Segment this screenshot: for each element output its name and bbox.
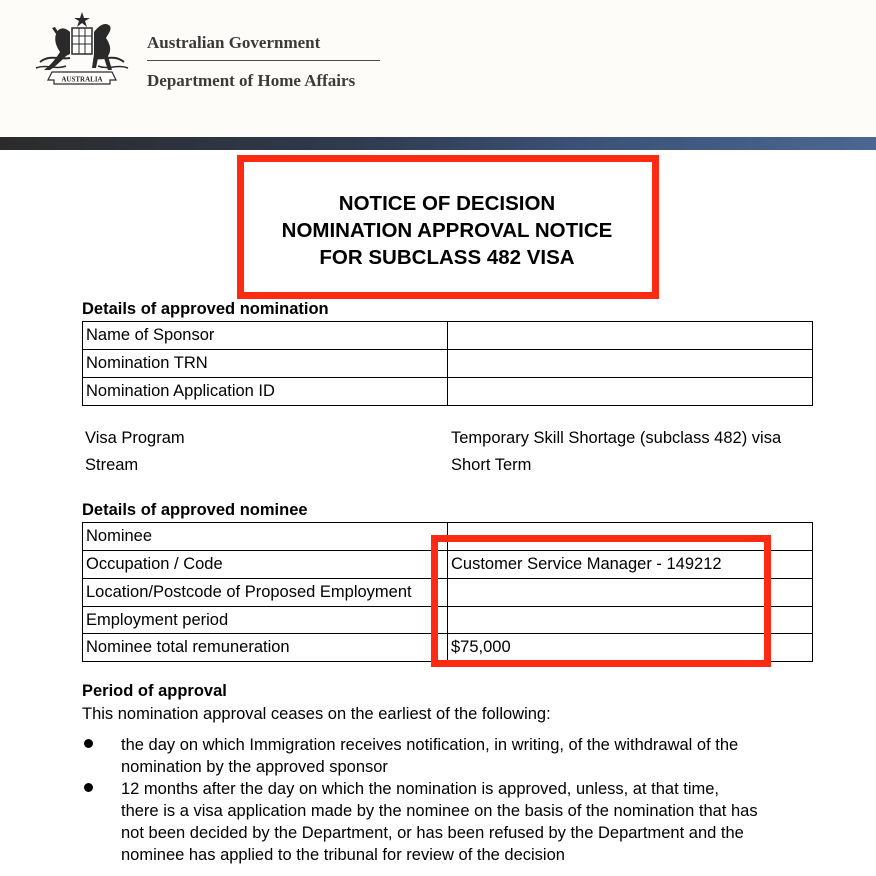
- nomination-heading: Details of approved nomination: [82, 300, 329, 318]
- condition-2-line-4: nominee has applied to the tribunal for review of the decision: [121, 846, 565, 864]
- table-row: [83, 579, 813, 607]
- condition-2-line-2: there is a visa application made by the nominee on the basis of the nomination that has: [121, 802, 758, 820]
- department-name: Department of Home Affairs: [147, 71, 356, 90]
- application-id-label: Nomination Application ID: [83, 378, 448, 406]
- remuneration-label: Nominee total remuneration: [83, 634, 448, 662]
- table-row: [83, 523, 813, 551]
- nominee-value: [448, 523, 813, 551]
- table-row: [83, 551, 813, 579]
- employment-location-value: [448, 579, 813, 607]
- condition-1-line-2: nomination by the approved sponsor: [121, 758, 388, 776]
- nominee-details-table: [82, 522, 813, 662]
- table-row: [83, 607, 813, 634]
- visa-program-label: Visa Program: [85, 429, 185, 447]
- nominee-heading: Details of approved nominee: [82, 501, 308, 519]
- condition-2-line-3: not been decided by the Department, or has been refused by the Department and the: [121, 824, 744, 842]
- title-line-3: FOR SUBCLASS 482 VISA: [319, 246, 575, 269]
- nomination-trn-value: [448, 350, 813, 378]
- condition-1-line-1: the day on which Immigration receives notification, in writing, of the withdrawal of the: [121, 736, 739, 754]
- condition-2-line-1: 12 months after the day on which the nomination is approved, unless, at that time,: [121, 780, 720, 798]
- approval-condition-1: [121, 734, 821, 778]
- visa-program-value: Temporary Skill Shortage (subclass 482) visa: [451, 429, 782, 447]
- sponsor-name-label: Name of Sponsor: [83, 322, 448, 350]
- document-title: [249, 168, 645, 286]
- approval-period-heading: Period of approval: [82, 682, 227, 700]
- coat-of-arms-logo: [26, 10, 138, 92]
- nomination-trn-label: Nomination TRN: [83, 350, 448, 378]
- nominee-label: Nominee: [83, 523, 448, 551]
- title-line-1: NOTICE OF DECISION: [338, 192, 556, 215]
- table-row: [83, 634, 813, 662]
- nomination-details-table: [82, 321, 813, 406]
- header-divider: [147, 60, 380, 61]
- table-row: [83, 322, 813, 350]
- occupation-code-label: Occupation / Code: [83, 551, 448, 579]
- crest-banner-text: AUSTRALIA: [61, 75, 103, 84]
- approval-condition-2: [121, 778, 821, 866]
- government-header: [0, 0, 876, 137]
- government-name: Australian Government: [147, 33, 321, 52]
- employment-period-label: Employment period: [83, 607, 448, 634]
- header-banner-strip: [0, 137, 876, 150]
- sponsor-name-value: [448, 322, 813, 350]
- table-row: [83, 350, 813, 378]
- approval-intro-text: This nomination approval ceases on the earliest of the following:: [82, 705, 551, 723]
- table-row: [83, 378, 813, 406]
- employment-period-value: [448, 607, 813, 634]
- remuneration-value: $75,000: [448, 634, 813, 662]
- title-line-2: NOMINATION APPROVAL NOTICE: [281, 219, 613, 242]
- employment-location-label: Location/Postcode of Proposed Employment: [83, 579, 448, 607]
- application-id-value: [448, 378, 813, 406]
- bullet-icon: [84, 739, 93, 748]
- occupation-code-value: Customer Service Manager - 149212: [448, 551, 813, 579]
- stream-value: Short Term: [451, 456, 532, 474]
- stream-label: Stream: [85, 456, 139, 474]
- bullet-icon: [84, 783, 93, 792]
